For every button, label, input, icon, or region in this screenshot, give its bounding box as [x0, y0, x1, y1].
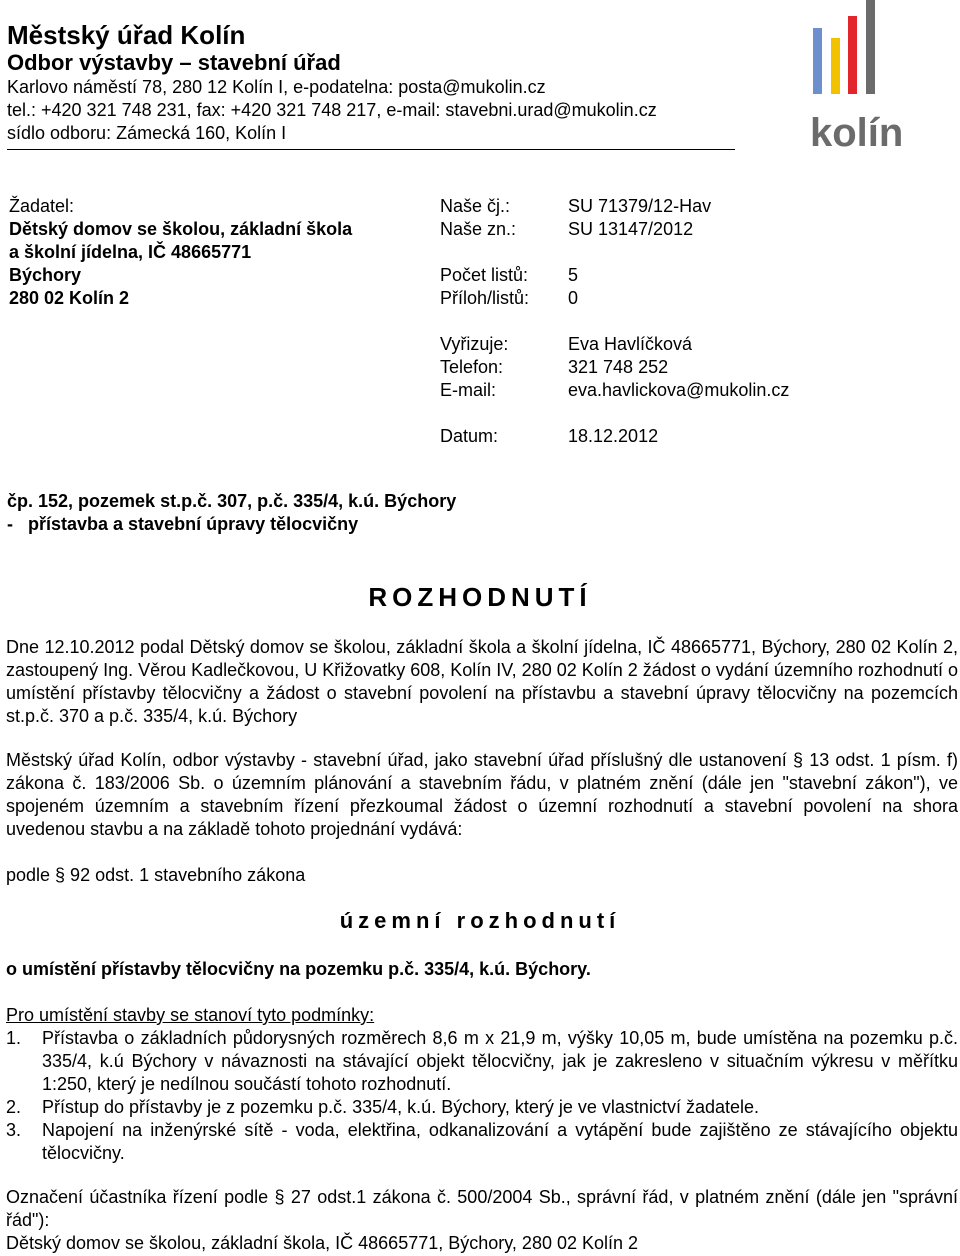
subject-block: [7, 490, 456, 536]
office-seat: sídlo odboru: Zámecká 160, Kolín I: [7, 123, 287, 143]
applicant-line: 280 02 Kolín 2: [9, 288, 130, 308]
office-address: Karlovo náměstí 78, 280 12 Kolín I, e-podatelna: posta@mukolin.cz: [7, 77, 546, 97]
territorial-decision-heading: územní rozhodnutí: [339, 908, 621, 933]
department-name: Odbor výstavby – stavební úřad: [7, 50, 341, 75]
list-item-text: Přístavba o základních půdorysných rozměrech 8,6 m x 21,9 m, výšky 10,05 m, bude umístěna na pozemku p.č. 335/4, k.ú Býchory v návaznosti na stávající objekt tělocvičny, jak je zakresleno v situačním výkresu v měřítku 1:250, který je nedílnou součástí tohoto rozhodnutí.: [42, 1028, 958, 1094]
ref-row-our-mark: [440, 218, 940, 241]
applicant-label: Žadatel:: [9, 196, 75, 216]
applicant-line: a školní jídelna, IČ 48665771: [9, 242, 252, 262]
ref-spacer: [440, 310, 940, 333]
ref-spacer: [440, 241, 940, 264]
subject-line: čp. 152, pozemek st.p.č. 307, p.č. 335/4, k.ú. Býchory: [7, 491, 457, 511]
paragraph-participant-name: Dětský domov se školou, základní škola, IČ 48665771, Býchory, 280 02 Kolín 2: [6, 1233, 639, 1253]
ref-row-our-no: [440, 195, 940, 218]
ref-row-email: [440, 379, 940, 402]
ref-label: Naše čj.:: [440, 196, 511, 216]
ref-label: Telefon:: [440, 357, 504, 377]
kolin-logo: [810, 0, 910, 150]
office-name: Městský úřad Kolín: [7, 20, 246, 50]
logo-bar-gray: [866, 0, 875, 94]
header-divider: [7, 149, 735, 150]
ref-label: Naše zn.:: [440, 219, 517, 239]
applicant-line: Dětský domov se školou, základní škola: [9, 219, 353, 239]
ref-value: SU 13147/2012: [568, 219, 694, 239]
applicant-block: [9, 195, 429, 310]
conditions-title: Pro umístění stavby se stanoví tyto podmínky:: [6, 1005, 375, 1025]
applicant-line: Býchory: [9, 265, 82, 285]
ref-value: eva.havlickova@mukolin.cz: [568, 380, 790, 400]
ref-label: E-mail:: [440, 380, 497, 400]
ref-spacer: [440, 402, 940, 425]
paragraph-authority: Městský úřad Kolín, odbor výstavby - stavební úřad, jako stavební úřad příslušný dle ustanovení § 13 odst. 1 písm. f) zákona č. 183/2006 Sb. o územním plánování a stavebním řádu, v platném znění (dále jen "stavební zákon"), ve spojeném územním a stavebním řízení přezkoumal žádost o územní rozhodnutí a stavební povolení na shora uvedenou stavbu a na základě tohoto projednání vydává:: [6, 750, 958, 839]
ref-value: 5: [568, 265, 579, 285]
ref-row-sheets: [440, 264, 940, 287]
ref-value: SU 71379/12-Hav: [568, 196, 712, 216]
ref-label: Vyřizuje:: [440, 334, 509, 354]
ref-row-attachments: [440, 287, 940, 310]
ref-value: 18.12.2012: [568, 426, 659, 446]
ref-label: Počet listů:: [440, 265, 529, 285]
paragraph-decision-subject: o umístění přístavby tělocvičny na pozemku p.č. 335/4, k.ú. Býchory.: [6, 959, 591, 979]
list-item: [6, 1027, 958, 1096]
conditions-list: [6, 1027, 958, 1165]
subject-line: - přístavba a stavební úpravy tělocvičny: [7, 514, 359, 534]
office-contact: tel.: +420 321 748 231, fax: +420 321 748 217, e-mail: stavebni.urad@mukolin.cz: [7, 100, 657, 120]
list-item-number: 1.: [6, 1028, 22, 1048]
letterhead: [7, 20, 735, 145]
paragraph-legal-basis: podle § 92 odst. 1 stavebního zákona: [6, 865, 306, 885]
ref-value: Eva Havlíčková: [568, 334, 693, 354]
ref-value: 0: [568, 288, 579, 308]
logo-bar-yellow: [831, 38, 840, 94]
reference-block: [440, 195, 940, 448]
logo-bar-red: [848, 16, 857, 94]
paragraph-application: Dne 12.10.2012 podal Dětský domov se školou, základní škola a školní jídelna, IČ 48665771, Býchory, 280 02 Kolín 2, zastoupený Ing. Věrou Kadlečkovou, U Křižovatky 608, Kolín IV, 280 02 Kolín 2 žádost o vydání územního rozhodnutí o umístění přístavby tělocvičny a žádost o stavební povolení na přístavbu a stavební úpravy tělocvičny na pozemcích st.p.č. 370 a p.č. 335/4, k.ú. Býchory: [6, 637, 958, 726]
list-item-text: Přístup do přístavby je z pozemku p.č. 335/4, k.ú. Býchory, který je ve vlastnictví žadatele.: [42, 1097, 759, 1117]
ref-label: Příloh/listů:: [440, 288, 530, 308]
list-item: [6, 1096, 958, 1119]
list-item-number: 2.: [6, 1097, 22, 1117]
list-item: [6, 1119, 958, 1165]
ref-row-date: [440, 425, 940, 448]
ref-row-phone: [440, 356, 940, 379]
list-item-text: Napojení na inženýrské sítě - voda, elektřina, odkanalizování a vytápění bude zajištěno ze stávajícího objektu tělocvičny.: [42, 1120, 958, 1163]
logo-bar-blue: [813, 28, 822, 94]
list-item-number: 3.: [6, 1120, 22, 1140]
logo-text: kolín: [810, 111, 904, 150]
paragraph-participant: Označení účastníka řízení podle § 27 odst.1 zákona č. 500/2004 Sb., správní řád, v platném znění (dále jen "správní řád"):: [6, 1187, 958, 1230]
decision-heading: ROZHODNUTÍ: [368, 582, 592, 612]
ref-value: 321 748 252: [568, 357, 669, 377]
ref-row-handler: [440, 333, 940, 356]
ref-label: Datum:: [440, 426, 499, 446]
